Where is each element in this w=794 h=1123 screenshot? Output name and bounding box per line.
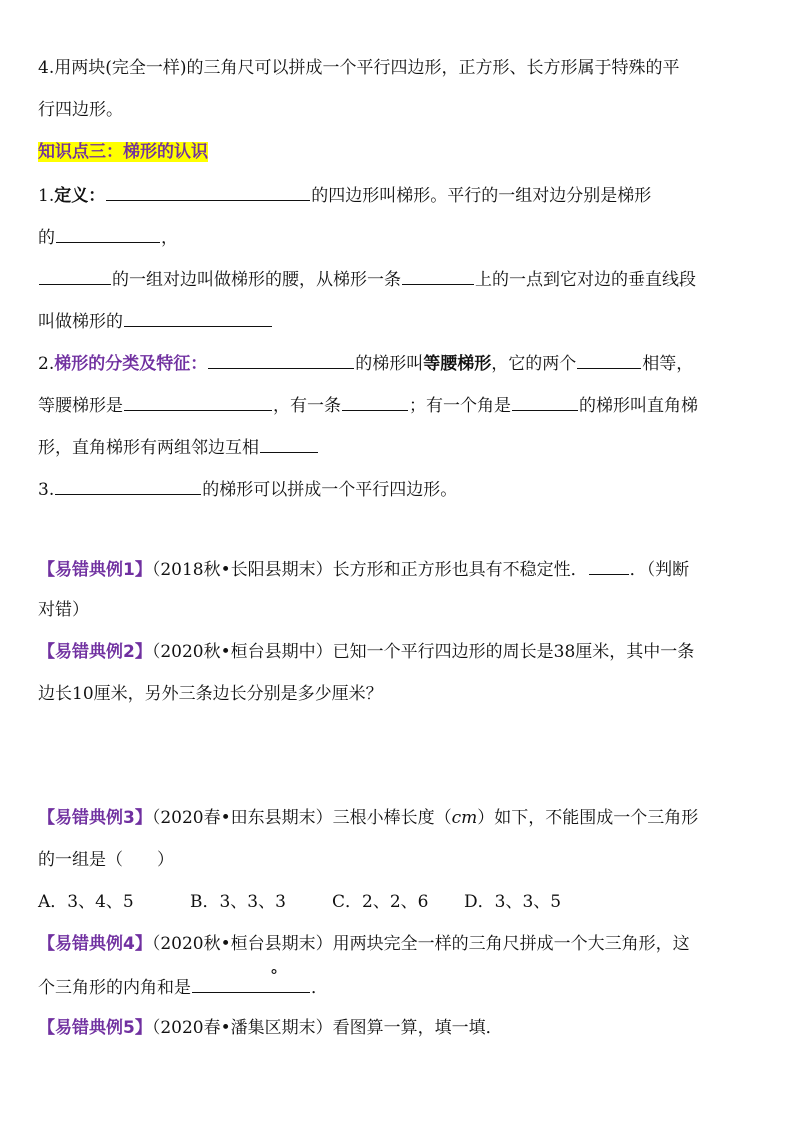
example-4-blank[interactable] [192, 966, 310, 993]
classification-text: 的梯形叫直角梯 [579, 396, 698, 416]
blank-11[interactable] [260, 434, 318, 453]
definition-text: 的一组对边叫做梯形的腰，从梯形一条 [112, 270, 401, 290]
item4-line2: 行四边形。 [38, 100, 123, 120]
option-c[interactable]: C．2、2、6 [332, 892, 429, 912]
example-4-line1 [38, 932, 758, 956]
blank-5[interactable] [124, 308, 272, 327]
blank-8[interactable] [124, 392, 272, 411]
definition-number: 1. [38, 186, 55, 206]
example-5-source: （2020春•潘集区期末） [151, 1018, 333, 1038]
example-3-unit: cm [451, 808, 478, 828]
classification-text: 的梯形叫 [355, 354, 424, 374]
definition-line2 [38, 224, 758, 250]
parallelogram-line [38, 476, 758, 502]
example-4-text: ． [311, 978, 328, 998]
blank-9[interactable] [342, 392, 408, 411]
item4-line1: 4.用两块(完全一样)的三角尺可以拼成一个平行四边形，正方形、长方形属于特殊的平 [38, 58, 680, 78]
example-1-tag: 【易错典例1】 [38, 560, 152, 580]
section-heading [38, 140, 758, 164]
classification-text: ，有一条 [273, 396, 341, 416]
definition-text: 的四边形叫梯形。平行的一组对边分别是梯形 [311, 186, 652, 206]
classification-text: ；有一个角是 [409, 396, 511, 416]
example-1-text: ．（判断 [629, 560, 690, 580]
example-5-text: 看图算一算，填一填． [332, 1018, 503, 1038]
definition-text: ， [161, 228, 178, 248]
example-2-text: 已知一个平行四边形的周长是38厘米，其中一条 [332, 642, 695, 662]
example-1-source: （2018秋•长阳县期末） [151, 560, 333, 580]
classification-label: 梯形的分类及特征： [54, 354, 208, 374]
classification-line3 [38, 434, 758, 460]
classification-text: 相等， [642, 354, 694, 374]
classification-line2 [38, 392, 758, 418]
definition-label: 定义： [54, 186, 106, 206]
classification-text: 形，直角梯形有两组邻边互相 [38, 438, 259, 458]
blank-4[interactable] [402, 266, 474, 285]
example-2-line1 [38, 640, 758, 664]
blank-2[interactable] [56, 224, 160, 243]
example-5-tag: 【易错典例5】 [38, 1018, 152, 1038]
example-1-text: 长方形和正方形也具有不稳定性． [332, 560, 588, 580]
example-3-text: 三根小棒长度（ [332, 808, 452, 828]
definition-text: 上的一点到它对边的垂直线段 [475, 270, 696, 290]
definition-text: 的 [38, 228, 55, 248]
example-3-line1 [38, 806, 758, 830]
example-4-text: 个三角形的内角和是 [38, 978, 191, 998]
example-2-source: （2020秋•桓台县期中） [151, 642, 333, 662]
example-3-tag: 【易错典例3】 [38, 808, 152, 828]
blank-3[interactable] [39, 266, 111, 285]
classification-line1 [38, 350, 758, 376]
blank-6[interactable] [208, 350, 354, 369]
example-4-source: （2020秋•桓台县期末） [151, 934, 333, 954]
example-4-line2 [38, 966, 758, 1000]
option-d[interactable]: D．3、3、5 [464, 892, 562, 912]
definition-line3 [38, 266, 758, 292]
option-a[interactable]: A．3、4、5 [38, 892, 134, 912]
example-3-line2: 的一组是（ ） [38, 850, 174, 870]
knowledge-point-3-heading: 知识点三：梯形的认识 [38, 142, 208, 162]
example-3-source: （2020春•田东县期末） [151, 808, 333, 828]
parallelogram-number: 3. [38, 480, 55, 500]
classification-text: ，它的两个 [491, 354, 577, 374]
classification-number: 2. [38, 354, 55, 374]
example-1-line1 [38, 556, 758, 582]
example-4-tag: 【易错典例4】 [38, 934, 152, 954]
blank-10[interactable] [512, 392, 578, 411]
isosceles-trapezoid-term: 等腰梯形 [423, 354, 492, 374]
definition-text: 叫做梯形的 [38, 312, 123, 332]
parallelogram-text: 的梯形可以拼成一个平行四边形。 [202, 480, 458, 500]
blank-12[interactable] [55, 476, 201, 495]
example-4-text: 用两块完全一样的三角尺拼成一个大三角形，这 [332, 934, 690, 954]
example-2-line2: 边长10厘米，另外三条边长分别是多少厘米？ [38, 684, 383, 704]
degree-symbol: ° [270, 966, 278, 985]
example-3-text: ）如下，不能围成一个三角形 [477, 808, 699, 828]
definition-line4 [38, 308, 758, 334]
option-b[interactable]: B．3、3、3 [190, 892, 286, 912]
example-1-blank[interactable] [589, 556, 629, 575]
blank-7[interactable] [577, 350, 641, 369]
blank-1[interactable] [106, 182, 310, 201]
definition-line1 [38, 182, 758, 208]
classification-text: 等腰梯形是 [38, 396, 123, 416]
example-1-line2: 对错） [38, 600, 89, 620]
example-2-tag: 【易错典例2】 [38, 642, 152, 662]
example-5-line1 [38, 1016, 758, 1040]
